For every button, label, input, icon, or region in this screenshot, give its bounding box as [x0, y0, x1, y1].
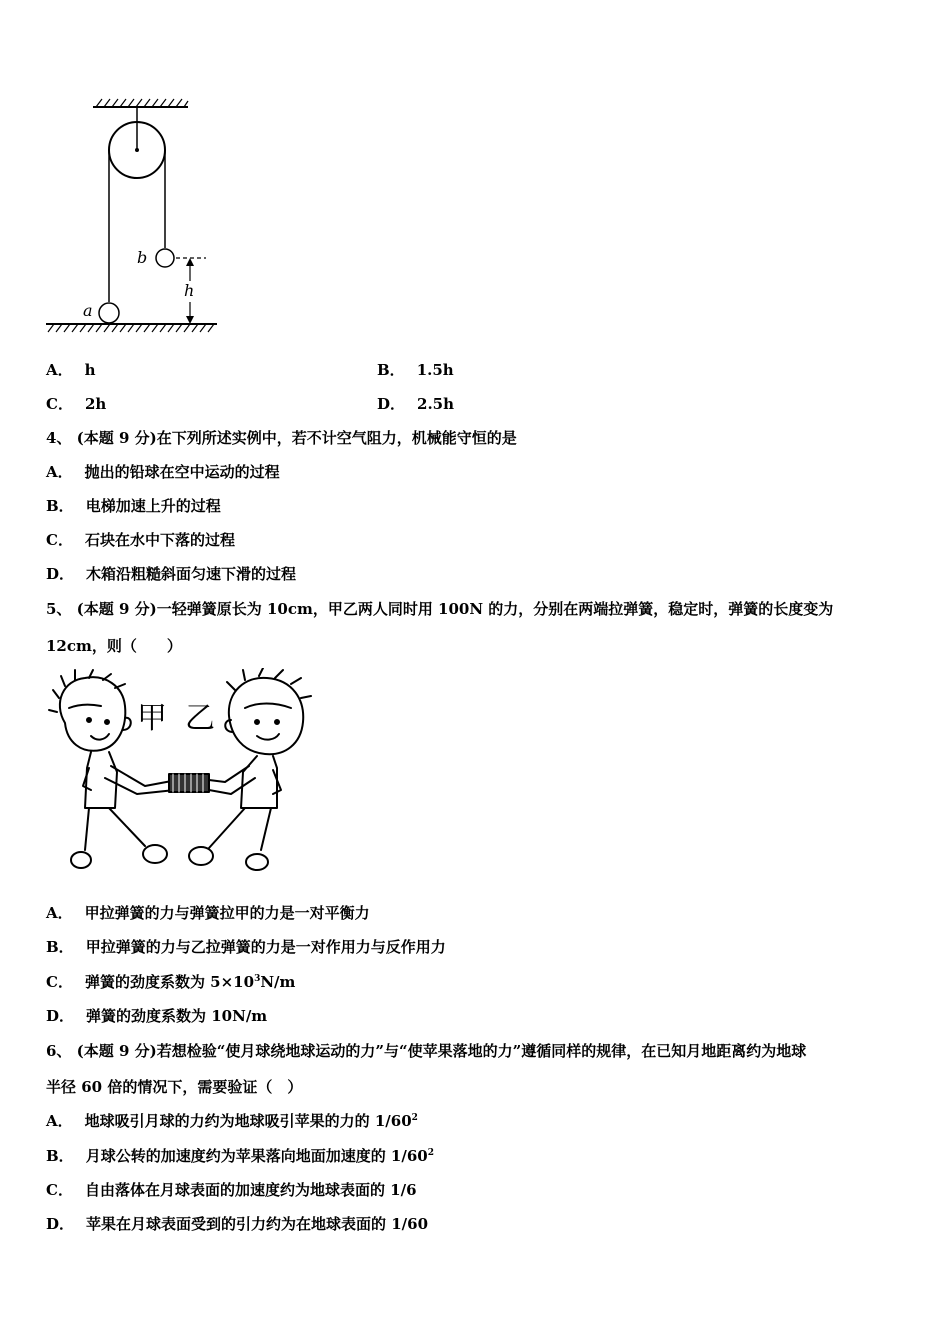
- option-text: 地球吸引月球的力约为地球吸引苹果的力的 1/60: [84, 1112, 412, 1130]
- q6-stem-line2: 半径 60 倍的情况下，需要验证（ ）: [46, 1078, 303, 1096]
- label-yi: 乙: [185, 701, 215, 736]
- boy-yi: [189, 668, 311, 870]
- q4-option-a: [46, 462, 280, 482]
- exponent: 2: [411, 1113, 418, 1123]
- option-label: B．: [377, 361, 405, 379]
- option-label: A．: [46, 904, 73, 922]
- q4-option-b: [46, 496, 221, 516]
- q4-option-d: [46, 564, 296, 584]
- option-text: 苹果在月球表面受到的引力约为在地球表面的 1/60: [86, 1215, 429, 1233]
- ball-a: [99, 303, 119, 323]
- q5-stem-line1: 5、 (本题 9 分)一轻弹簧原长为 10cm，甲乙两人同时用 100N 的力，分别在两端拉弹簧，稳定时，弹簧的长度变为: [46, 600, 834, 618]
- exponent: 3: [254, 974, 261, 984]
- ceiling-hatch: [96, 99, 188, 107]
- option-label: A．: [46, 463, 73, 481]
- option-text: 2.5h: [417, 395, 455, 413]
- option-text: 1.5h: [416, 361, 454, 379]
- spring-pull-figure: [45, 668, 320, 883]
- option-text: 弹簧的劲度系数为 10N/m: [86, 1007, 268, 1025]
- option-label: C．: [46, 531, 73, 549]
- q6-option-a: [46, 1111, 418, 1131]
- option-label: C．: [46, 395, 73, 413]
- label-b: b: [137, 248, 148, 267]
- q3-option-b: [377, 360, 454, 380]
- q3-option-a: [46, 360, 96, 380]
- option-text: 甲拉弹簧的力与弹簧拉甲的力是一对平衡力: [84, 904, 370, 922]
- q6-option-b: [46, 1146, 434, 1166]
- option-label: A．: [46, 361, 73, 379]
- option-label: B．: [46, 938, 74, 956]
- label-h: h: [184, 281, 195, 300]
- q3-option-c: [46, 394, 106, 414]
- option-text: 甲拉弹簧的力与乙拉弹簧的力是一对作用力与反作用力: [85, 938, 446, 956]
- q4-option-c: [46, 530, 235, 550]
- spring: [169, 774, 209, 792]
- q4-stem: 4、 (本题 9 分)在下列所述实例中，若不计空气阻力，机械能守恒的是: [46, 429, 517, 447]
- q6-option-c: [46, 1180, 417, 1200]
- option-label: C．: [46, 1181, 73, 1199]
- q5-option-a: [46, 903, 370, 923]
- q5-stem-line2: 12cm，则（ ）: [46, 637, 182, 655]
- q5-option-c: [46, 972, 295, 992]
- option-text: 月球公转的加速度约为苹果落向地面加速度的 1/60: [85, 1147, 428, 1165]
- q5-option-b: [46, 937, 446, 957]
- option-text: h: [84, 361, 96, 379]
- option-text: 电梯加速上升的过程: [85, 497, 221, 515]
- option-label: D．: [46, 1007, 75, 1025]
- q6-option-d: [46, 1214, 428, 1234]
- label-jia: 甲: [137, 701, 167, 736]
- q3-option-d: [377, 394, 454, 414]
- q6-stem-line1: 6、 (本题 9 分)若想检验“使月球绕地球运动的力”与“使苹果落地的力”遵循同样的规律，在已知月地距离约为地球: [46, 1042, 807, 1060]
- option-label: C．: [46, 973, 73, 991]
- option-text: 弹簧的劲度系数为 5×10: [84, 973, 255, 991]
- pulley-figure: [40, 95, 225, 340]
- option-label: B．: [46, 1147, 74, 1165]
- option-unit: N/m: [260, 973, 296, 991]
- floor-hatch: [48, 324, 214, 332]
- option-text: 石块在水中下落的过程: [84, 531, 235, 549]
- exponent: 2: [427, 1148, 434, 1158]
- boy-jia: [49, 670, 177, 868]
- label-a: a: [83, 301, 93, 320]
- option-text: 抛出的铅球在空中运动的过程: [84, 463, 280, 481]
- option-label: A．: [46, 1112, 73, 1130]
- option-label: D．: [46, 1215, 75, 1233]
- ball-b: [156, 249, 174, 267]
- q5-option-d: [46, 1006, 267, 1026]
- option-label: B．: [46, 497, 74, 515]
- option-text: 2h: [84, 395, 107, 413]
- option-label: D．: [46, 565, 75, 583]
- option-label: D．: [377, 395, 406, 413]
- option-text: 木箱沿粗糙斜面匀速下滑的过程: [86, 565, 297, 583]
- option-text: 自由落体在月球表面的加速度约为地球表面的 1/6: [84, 1181, 417, 1199]
